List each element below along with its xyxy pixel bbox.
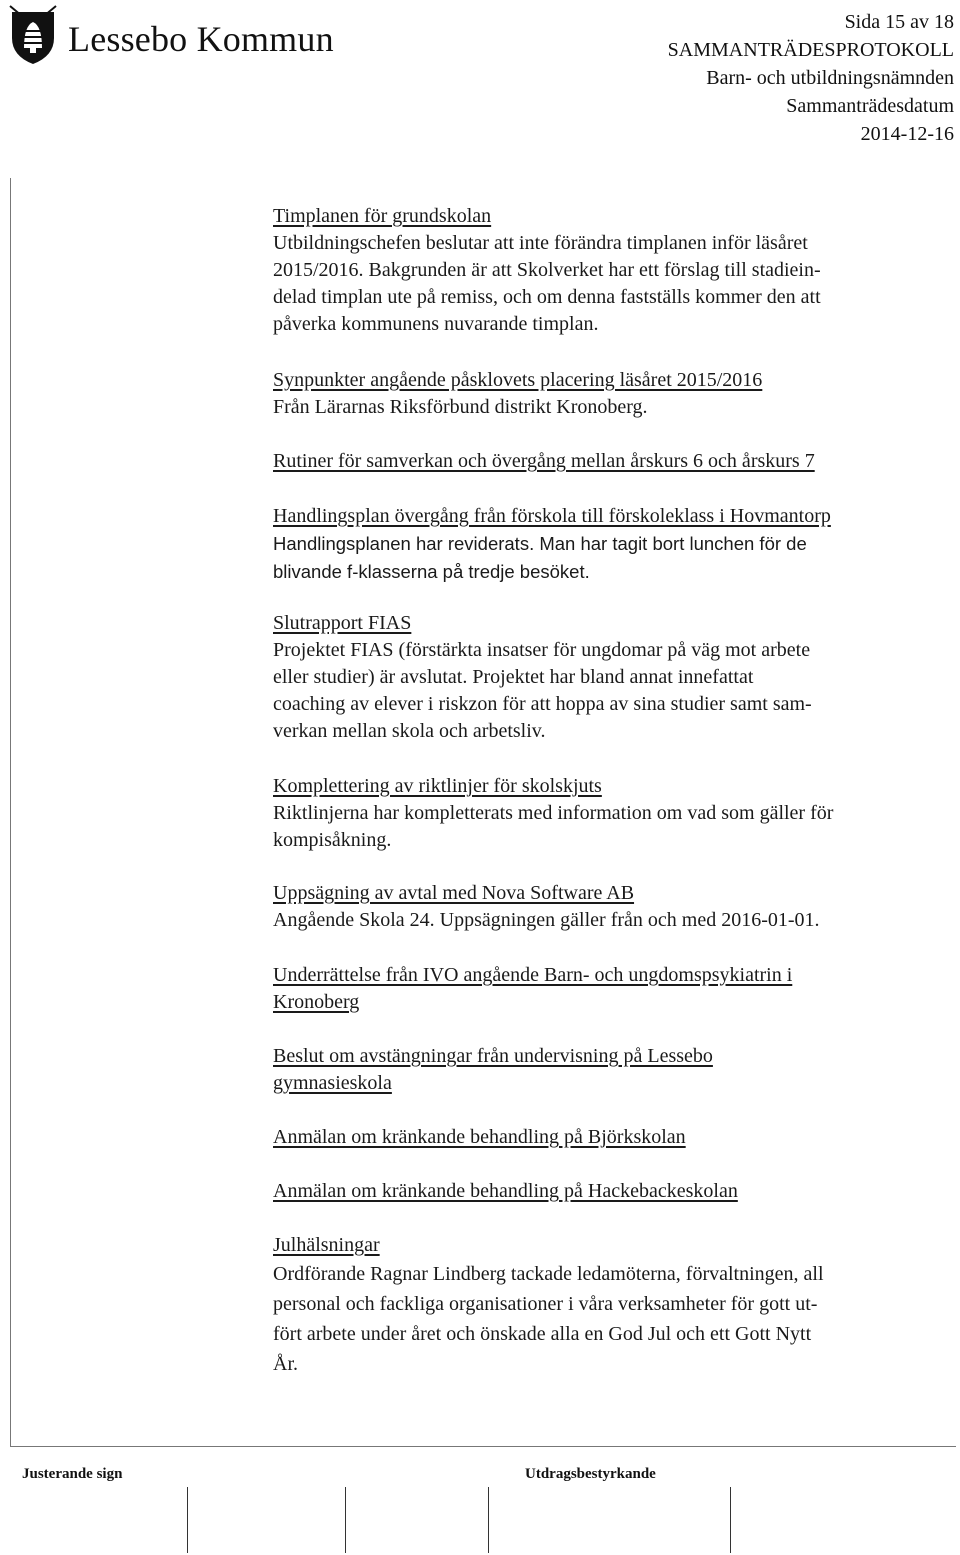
date-label: Sammanträdesdatum — [786, 95, 954, 117]
section-heading: Julhälsningar — [273, 1234, 380, 1256]
section-skolskjuts — [273, 773, 955, 854]
section-timplan — [273, 203, 955, 338]
section-heading: Slutrapport FIAS — [273, 612, 412, 634]
section-heading: Synpunkter angående påsklovets placering läsåret 2015/2016 — [273, 369, 763, 391]
section-heading: Underrättelse från IVO angående Barn- och ungdomspsykiatrin i — [273, 964, 793, 986]
paragraph-line: påverka kommunens nuvarande timplan. — [273, 313, 599, 335]
utdragsbestyrkande-label: Utdragsbestyrkande — [525, 1466, 656, 1482]
paragraph-line: blivande f-klasserna på tredje besöket. — [273, 561, 590, 582]
section-bjorkskolan — [273, 1124, 955, 1151]
logo-wordmark: Lessebo Kommun — [68, 19, 334, 59]
paragraph-line: Projektet FIAS (förstärkta insatser för ungdomar på väg mot arbete — [273, 639, 811, 661]
section-heading: Rutiner för samverkan och övergång mellan årskurs 6 och årskurs 7 — [273, 450, 815, 472]
signature-box-divider — [345, 1487, 346, 1553]
section-avstangningar — [273, 1043, 955, 1097]
paragraph-line: Från Lärarnas Riksförbund distrikt Kronoberg. — [273, 396, 648, 418]
document-meta — [668, 8, 954, 148]
section-fias — [273, 610, 955, 745]
page-number: Sida 15 av 18 — [844, 11, 954, 33]
paragraph-line: personal och fackliga organisationer i våra verksamheter för gott ut- — [273, 1293, 818, 1315]
footer-rule — [10, 1446, 956, 1447]
margin-rule — [10, 178, 11, 1446]
section-nova-software — [273, 880, 955, 934]
paragraph-line: delad timplan ute på remiss, och om denna fastställs kommer den att — [273, 286, 821, 308]
signature-box-divider — [187, 1487, 188, 1553]
section-ivo — [273, 962, 955, 1016]
paragraph-line: Angående Skola 24. Uppsägningen gäller från och med 2016-01-01. — [273, 909, 820, 931]
section-heading: Kronoberg — [273, 991, 360, 1013]
section-heading: Timplanen för grundskolan — [273, 205, 492, 227]
paragraph-line: Riktlinjerna har kompletterats med information om vad som gäller för — [273, 802, 834, 824]
section-paskloft — [273, 367, 955, 421]
section-heading: Handlingsplan övergång från förskola till förskoleklass i Hovmantorp — [273, 505, 831, 527]
paragraph-line: coaching av elever i riskzon för att hoppa av sina studier samt sam- — [273, 693, 812, 715]
section-heading: Uppsägning av avtal med Nova Software AB — [273, 882, 635, 904]
section-heading: Anmälan om kränkande behandling på Björkskolan — [273, 1126, 686, 1148]
paragraph-line: kompisåkning. — [273, 829, 392, 851]
paragraph-line: Utbildningschefen beslutar att inte förändra timplanen inför läsåret — [273, 232, 808, 254]
board-name: Barn- och utbildningsnämnden — [706, 67, 954, 89]
signature-box-divider — [730, 1487, 731, 1553]
signature-box-divider — [488, 1487, 489, 1553]
paragraph-line: År. — [273, 1353, 298, 1375]
section-heading: Komplettering av riktlinjer för skolskjuts — [273, 775, 602, 797]
meeting-date: 2014-12-16 — [860, 123, 954, 145]
justerande-sign-label: Justerande sign — [22, 1466, 123, 1482]
paragraph-line: Handlingsplanen har reviderats. Man har tagit bort lunchen för de — [273, 533, 807, 554]
paragraph-line: eller studier) är avslutat. Projektet har bland annat innefattat — [273, 666, 754, 688]
section-rutiner — [273, 448, 955, 475]
section-heading: Anmälan om kränkande behandling på Hackebackeskolan — [273, 1180, 738, 1202]
section-heading: gymnasieskola — [273, 1072, 392, 1094]
paragraph-line: fört arbete under året och önskade alla en God Jul och ett Gott Nytt — [273, 1323, 812, 1345]
section-heading: Beslut om avstängningar från undervisning på Lessebo — [273, 1045, 713, 1067]
paragraph-line: 2015/2016. Bakgrunden är att Skolverket har ett förslag till stadiein- — [273, 259, 821, 281]
document-type: SAMMANTRÄDESPROTOKOLL — [667, 39, 954, 61]
paragraph-line: verkan mellan skola och arbetsliv. — [273, 720, 546, 742]
section-julhalsningar — [273, 1232, 955, 1379]
beehive-crest-icon — [6, 4, 60, 66]
section-handlingsplan — [273, 503, 955, 586]
paragraph-line: Ordförande Ragnar Lindberg tackade ledamöterna, förvaltningen, all — [273, 1263, 824, 1285]
municipality-logo — [6, 4, 366, 66]
section-hackebackeskolan — [273, 1178, 955, 1205]
